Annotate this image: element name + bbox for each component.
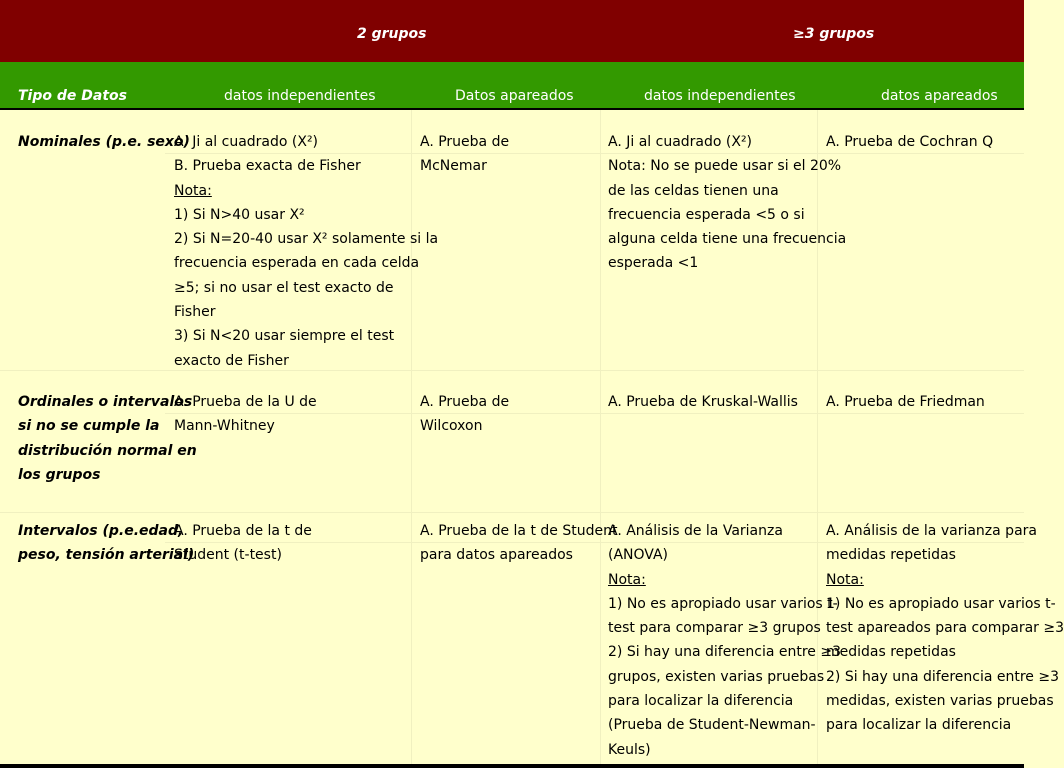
text-line: de las celdas tienen una	[608, 182, 779, 199]
text-line: medidas repetidas	[826, 547, 956, 564]
text-line: A. Análisis de la Varianza	[608, 523, 783, 539]
text-line: 2) Si hay una diferencia entre ≥3	[608, 644, 842, 661]
header-tipo-de-datos: Tipo de Datos	[18, 88, 127, 104]
text-line: A. Prueba de	[420, 394, 510, 410]
row-label-nominales: Nominales (p.e. sexo)	[18, 134, 190, 150]
text-line: Nota: No se puede usar si el 20%	[608, 158, 842, 175]
text-line: Keuls)	[608, 741, 651, 758]
header-columns-row	[0, 62, 1024, 110]
text-line: 2) Si N=20-40 usar Χ² solamente si la	[174, 231, 439, 248]
header-c3: datos independientes	[644, 88, 796, 104]
cell-ordinales-indep-2	[174, 390, 317, 439]
cell-intervalos-apar-2	[420, 519, 617, 568]
text-line: Mann-Whitney	[174, 418, 275, 435]
cell-ordinales-apar-3	[826, 390, 985, 414]
text-line: A. Prueba de	[420, 134, 510, 150]
header-c1: datos independientes	[224, 88, 376, 104]
text-line: esperada <1	[608, 255, 699, 272]
text-line: medidas, existen varias pruebas	[826, 693, 1054, 710]
nota-label: Nota:	[174, 182, 212, 199]
text-line: 1) No es apropiado usar varios t-	[826, 595, 1056, 612]
text-line: A. Prueba de Friedman	[826, 394, 985, 410]
text-line: para localizar la diferencia	[826, 717, 1012, 734]
text-line: Wilcoxon	[420, 418, 483, 435]
text-line: frecuencia esperada en cada celda	[174, 255, 420, 272]
cell-nominales-indep-2	[174, 130, 438, 373]
cell-nominales-apar-2	[420, 130, 509, 179]
text-line: 2) Si hay una diferencia entre ≥3	[826, 668, 1060, 685]
text-line: Fisher	[174, 304, 216, 321]
cell-intervalos-apar-3	[826, 519, 1064, 738]
header-groups-row	[0, 0, 1024, 62]
text-line: medidas repetidas	[826, 644, 956, 661]
text-line: A. Ji al cuadrado (Χ²)	[608, 134, 753, 150]
cell-ordinales-apar-2	[420, 390, 509, 439]
text-line: test apareados para comparar ≥3	[826, 620, 1064, 637]
text-line: A. Prueba de la t de Student	[420, 523, 618, 539]
text-line: 1) Si N>40 usar Χ²	[174, 206, 305, 223]
cell-intervalos-indep-2	[174, 519, 312, 568]
text-line: McNemar	[420, 158, 487, 175]
text-line: test para comparar ≥3 grupos	[608, 620, 821, 637]
text-line: B. Prueba exacta de Fisher	[174, 158, 361, 175]
text-line: frecuencia esperada <5 o si	[608, 206, 805, 223]
text-line: A. Prueba de Kruskal-Wallis	[608, 394, 798, 410]
cell-nominales-indep-3	[608, 130, 846, 276]
cell-ordinales-indep-3	[608, 390, 798, 414]
cell-intervalos-indep-3	[608, 519, 841, 762]
text-line: grupos, existen varias pruebas	[608, 668, 825, 685]
text-line: A. Prueba de Cochran Q	[826, 134, 994, 150]
cell-nominales-apar-3	[826, 130, 993, 154]
text-line: (Prueba de Student-Newman-	[608, 717, 816, 734]
header-c2: Datos apareados	[455, 88, 574, 104]
header-3-grupos: ≥3 grupos	[793, 26, 875, 42]
header-c4: datos apareados	[881, 88, 998, 104]
text-line: A. Análisis de la varianza para	[826, 523, 1037, 539]
bottom-border	[0, 764, 1024, 768]
row-label-intervalos: Intervalos (p.e.edad, peso, tensión arterial)	[18, 523, 195, 564]
row-label-ordinales: Ordinales o intervalos si no se cumple la distribución normal en los grupos	[18, 394, 197, 483]
nota-label: Nota:	[826, 571, 864, 588]
text-line: (ANOVA)	[608, 547, 669, 564]
text-line: ≥5; si no usar el test exacto de	[174, 279, 394, 296]
text-line: exacto de Fisher	[174, 352, 289, 369]
text-line: para localizar la diferencia	[608, 693, 794, 710]
text-line: alguna celda tiene una frecuencia	[608, 231, 847, 248]
text-line: para datos apareados	[420, 547, 573, 564]
text-line: 1) No es apropiado usar varios t-	[608, 595, 838, 612]
text-line: Student (t-test)	[174, 547, 282, 564]
header-2-grupos: 2 grupos	[357, 26, 427, 42]
text-line: 3) Si N<20 usar siempre el test	[174, 328, 395, 345]
nota-label: Nota:	[608, 571, 646, 588]
text-line: A. Ji al cuadrado (Χ²)	[174, 134, 319, 150]
text-line: A. Prueba de la U de	[174, 394, 317, 410]
text-line: A. Prueba de la t de	[174, 523, 312, 539]
